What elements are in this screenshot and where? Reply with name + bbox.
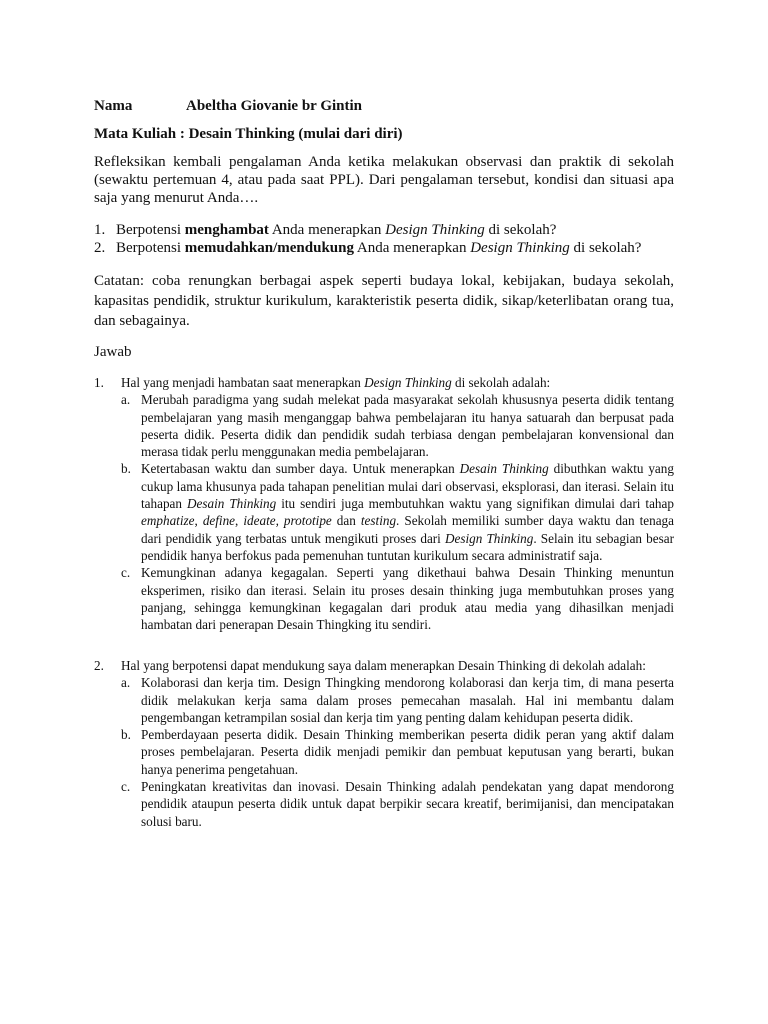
answer-2-item-b [94,726,674,778]
item-letter: b. [121,727,131,743]
item-italic: Desain Thinking [187,496,277,512]
answer-number: 2. [94,658,104,673]
item-italic: Desain Thinking [459,461,549,477]
item-text: dibuthkan waktu yang cukup lama khusunya pada tahapan penelitian mulai dari observasi, eksplorasi, dan iterasi. Selain itu tahapan [141,461,674,512]
item-italic: Design Thinking [444,530,534,546]
question-italic: Design Thinking [385,222,485,238]
item-text: . Sekolah memiliki sumber daya waktu dan tenaga dari pendidik yang terbatas untuk mengikuti proses dari [141,513,675,546]
answer-heading: Jawab [94,344,132,360]
course-row [94,124,403,144]
item-text: Pemberdayaan peserta didik. Desain Thinking memberikan peserta didik peran yang aktif dalam proses pembelajaran. Peserta didik menjadi pemikir dan pembuat keputusan yang berarti, bukan hanya penerima pengetahuan. [141,727,674,777]
name-value: Abeltha Giovanie br Gintin [186,98,363,114]
question-item [94,221,674,239]
name-row [94,96,363,116]
item-text: Kemungkinan adanya kegagalan. Seperti yang dikethaui bahwa Desain Thinking menuntun eksperimen, risiko dan iterasi. Selain itu proses desain thinking juga membutuhkan proses yang panjang, sehingga kemungkinan kegagalan dari produk atau media yang dihasilkan menjadi hambatan dari penerapan Desain Thingking itu sendiri. [141,565,674,633]
note-paragraph: Catatan: coba renungkan berbagai aspek seperti budaya lokal, kebijakan, budaya sekolah, kapasitas pendidik, struktur kurikulum, karakteristik peserta didik, sikap/keterlibatan orang tua, dan sebagainya. [94,273,674,329]
item-letter: c. [121,565,131,581]
question-text: Berpotensi [116,240,185,256]
question-text: Anda menerapkan [353,240,471,256]
answer-text: Hal yang berpotensi dapat mendukung saya dalam menerapkan Desain Thinking di dekolah adalah: [121,658,646,673]
item-text: itu sendiri juga membutuhkan waktu yang signifikan dimulai dari tahap [276,496,674,512]
question-list [94,221,674,257]
question-emphasis: memudahkan/mendukung [184,240,354,256]
item-letter: a. [121,675,131,691]
answer-number: 1. [94,375,104,390]
course-label: Mata Kuliah [94,126,177,142]
answer-italic: Design Thinking [364,375,452,390]
intro-paragraph: Refleksikan kembali pengalaman Anda ketika melakukan observasi dan praktik di sekolah (sewaktu pertemuan 4, atau pada saat PPL). Dari pengalaman tersebut, kondisi dan situasi apa saja yang menurut Anda…. [94,154,674,206]
answer-text: Hal yang menjadi hambatan saat menerapkan [121,375,365,390]
item-text: dan [331,513,361,529]
question-text: di sekolah? [569,240,642,256]
answer-1 [94,374,674,633]
item-italic: testing [360,513,397,529]
item-text: Peningkatan kreativitas dan inovasi. Desain Thinking adalah pendekatan yang dapat mendorong pendidik ataupun peserta didik untuk dapat berpikir secara kreatif, berimijanisi, dan mencipatakan solusi baru. [141,779,674,829]
item-letter: c. [121,779,131,795]
question-italic: Design Thinking [470,240,570,256]
question-emphasis: menghambat [184,222,269,238]
item-text: Merubah paradigma yang sudah melekat pada masyarakat sekolah khususnya peserta didik tentang pembelajaran yang masih menganggap bahwa pembelajaran itu hanya satuarah dan berpusat pada peserta didik. Peserta didik dan pendidik sudah terbiasa dengan pembelajaran konvensional dan merasa tidak perlu menggunakan media pembelajaran. [141,392,674,460]
name-label: Nama [94,98,133,114]
answer-1-intro [94,374,674,391]
answer-2-intro [94,657,674,674]
item-italic: emphatize [141,513,195,529]
question-text: Anda menerapkan [268,222,386,238]
item-text: Kolaborasi dan kerja tim. Design Thingking mendorong kolaborasi dan kerja tim, di mana peserta didik melakukan kerja sama dalam proses pemecahan masalah. Hal ini membantu dalam pengembangan ketrampilan sosial dan kerja tim yang penting dalam kehidupan peserta didik. [141,675,674,725]
item-letter: a. [121,392,131,408]
item-italic: ideate, prototipe [243,513,332,529]
answer-1-item-c [94,564,674,633]
answer-2 [94,657,674,830]
question-number: 2. [94,240,106,256]
question-text: di sekolah? [484,222,557,238]
answer-1-item-a [94,391,674,460]
item-text: , [194,513,203,529]
item-italic: define [202,513,236,529]
item-text: . Selain itu sebagian besar pendidik hanya berfokus pada pemenuhan tuntutan kurikulum secara administratif saja. [141,530,674,563]
course-value: : Desain Thinking (mulai dari diri) [176,126,403,142]
item-text: , [235,513,244,529]
answer-1-item-b [94,460,674,564]
answer-2-item-a [94,674,674,726]
item-text: Ketertabasan waktu dan sumber daya. Untuk menerapkan [141,461,460,477]
question-number: 1. [94,222,106,238]
item-letter: b. [121,461,131,477]
question-text: Berpotensi [116,222,185,238]
answer-2-item-c [94,778,674,830]
question-item [94,239,674,257]
answer-text: di sekolah adalah: [451,375,551,390]
